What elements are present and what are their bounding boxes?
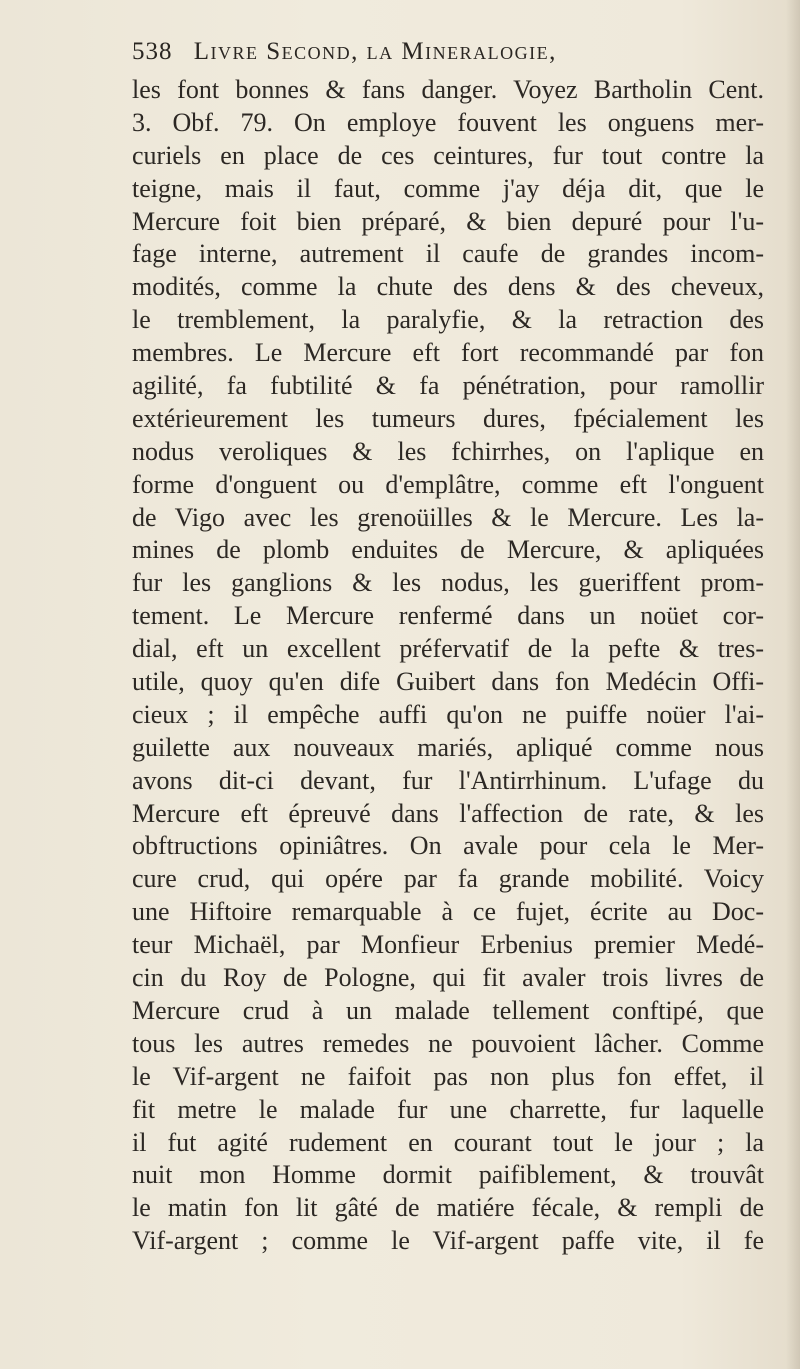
text-line: membres. Le Mercure eft fort recommandé par fon xyxy=(132,338,764,368)
page-number: 538 xyxy=(132,38,173,65)
text-line: Mercure crud à un malade tellement conftipé, que xyxy=(132,995,764,1025)
text-line: teigne, mais il faut, comme j'ay déja dit, que le xyxy=(132,173,764,203)
text-line: forme d'onguent ou d'emplâtre, comme eft l'onguent xyxy=(132,469,764,499)
text-line: guilette aux nouveaux mariés, apliqué comme nous xyxy=(132,732,764,762)
text-line: il fut agité rudement en courant tout le jour ; la xyxy=(132,1127,764,1157)
text-line: fage interne, autrement il caufe de grandes incom- xyxy=(132,239,764,269)
text-line: modités, comme la chute des dens & des cheveux, xyxy=(132,272,764,302)
text-line: dial, eft un excellent préfervatif de la pefte & tres- xyxy=(132,634,764,664)
text-line: 3. Obf. 79. On employe fouvent les onguens mer- xyxy=(132,107,764,137)
running-title: Livre Second, la Mineralogie, xyxy=(193,38,557,65)
text-line: cure crud, qui opére par fa grande mobilité. Voicy xyxy=(132,864,764,894)
text-line: agilité, fa fubtilité & fa pénétration, pour ramollir xyxy=(132,371,764,401)
running-header xyxy=(132,38,772,66)
text-line: avons dit-ci devant, fur l'Antirrhinum. L'ufage du xyxy=(132,765,764,795)
text-line: fit metre le malade fur une charrette, fur laquelle xyxy=(132,1094,764,1124)
text-line: extérieurement les tumeurs dures, fpécialement les xyxy=(132,403,764,433)
text-line: les font bonnes & fans danger. Voyez Bartholin Cent. xyxy=(132,75,764,104)
text-line: cin du Roy de Pologne, qui fit avaler trois livres de xyxy=(132,963,764,993)
text-line: fur les ganglions & les nodus, les gueriffent prom- xyxy=(132,568,764,598)
text-line: utile, quoy qu'en dife Guibert dans fon Medécin Offi- xyxy=(132,667,764,697)
text-line: cieux ; il empêche auffi qu'on ne puiffe noüer l'ai- xyxy=(132,699,764,729)
text-line: mines de plomb enduites de Mercure, & apliquées xyxy=(132,535,764,565)
body-text xyxy=(132,74,764,1258)
text-line: Mercure foit bien préparé, & bien depuré pour l'u- xyxy=(132,206,764,236)
text-line: le matin fon lit gâté de matiére fécale, & rempli de xyxy=(132,1193,764,1223)
text-line: nodus veroliques & les fchirrhes, on l'aplique en xyxy=(132,436,764,466)
text-line: Mercure eft épreuvé dans l'affection de rate, & les xyxy=(132,798,764,828)
text-line: nuit mon Homme dormit paifiblement, & trouvât xyxy=(132,1160,764,1190)
text-line: le Vif-argent ne faifoit pas non plus fon effet, il xyxy=(132,1061,764,1091)
text-line: une Hiftoire remarquable à ce fujet, écrite au Doc- xyxy=(132,897,764,927)
text-line: curiels en place de ces ceintures, fur tout contre la xyxy=(132,140,764,170)
text-line: teur Michaël, par Monfieur Erbenius premier Medé- xyxy=(132,930,764,960)
text-line: tous les autres remedes ne pouvoient lâcher. Comme xyxy=(132,1028,764,1058)
text-line: tement. Le Mercure renfermé dans un noüet cor- xyxy=(132,601,764,631)
text-line: obftructions opiniâtres. On avale pour cela le Mer- xyxy=(132,831,764,861)
text-line: le tremblement, la paralyfie, & la retraction des xyxy=(132,305,764,335)
text-line: Vif-argent ; comme le Vif-argent paffe vite, il fe xyxy=(132,1226,764,1256)
text-line: de Vigo avec les grenoüilles & le Mercure. Les la- xyxy=(132,502,764,532)
